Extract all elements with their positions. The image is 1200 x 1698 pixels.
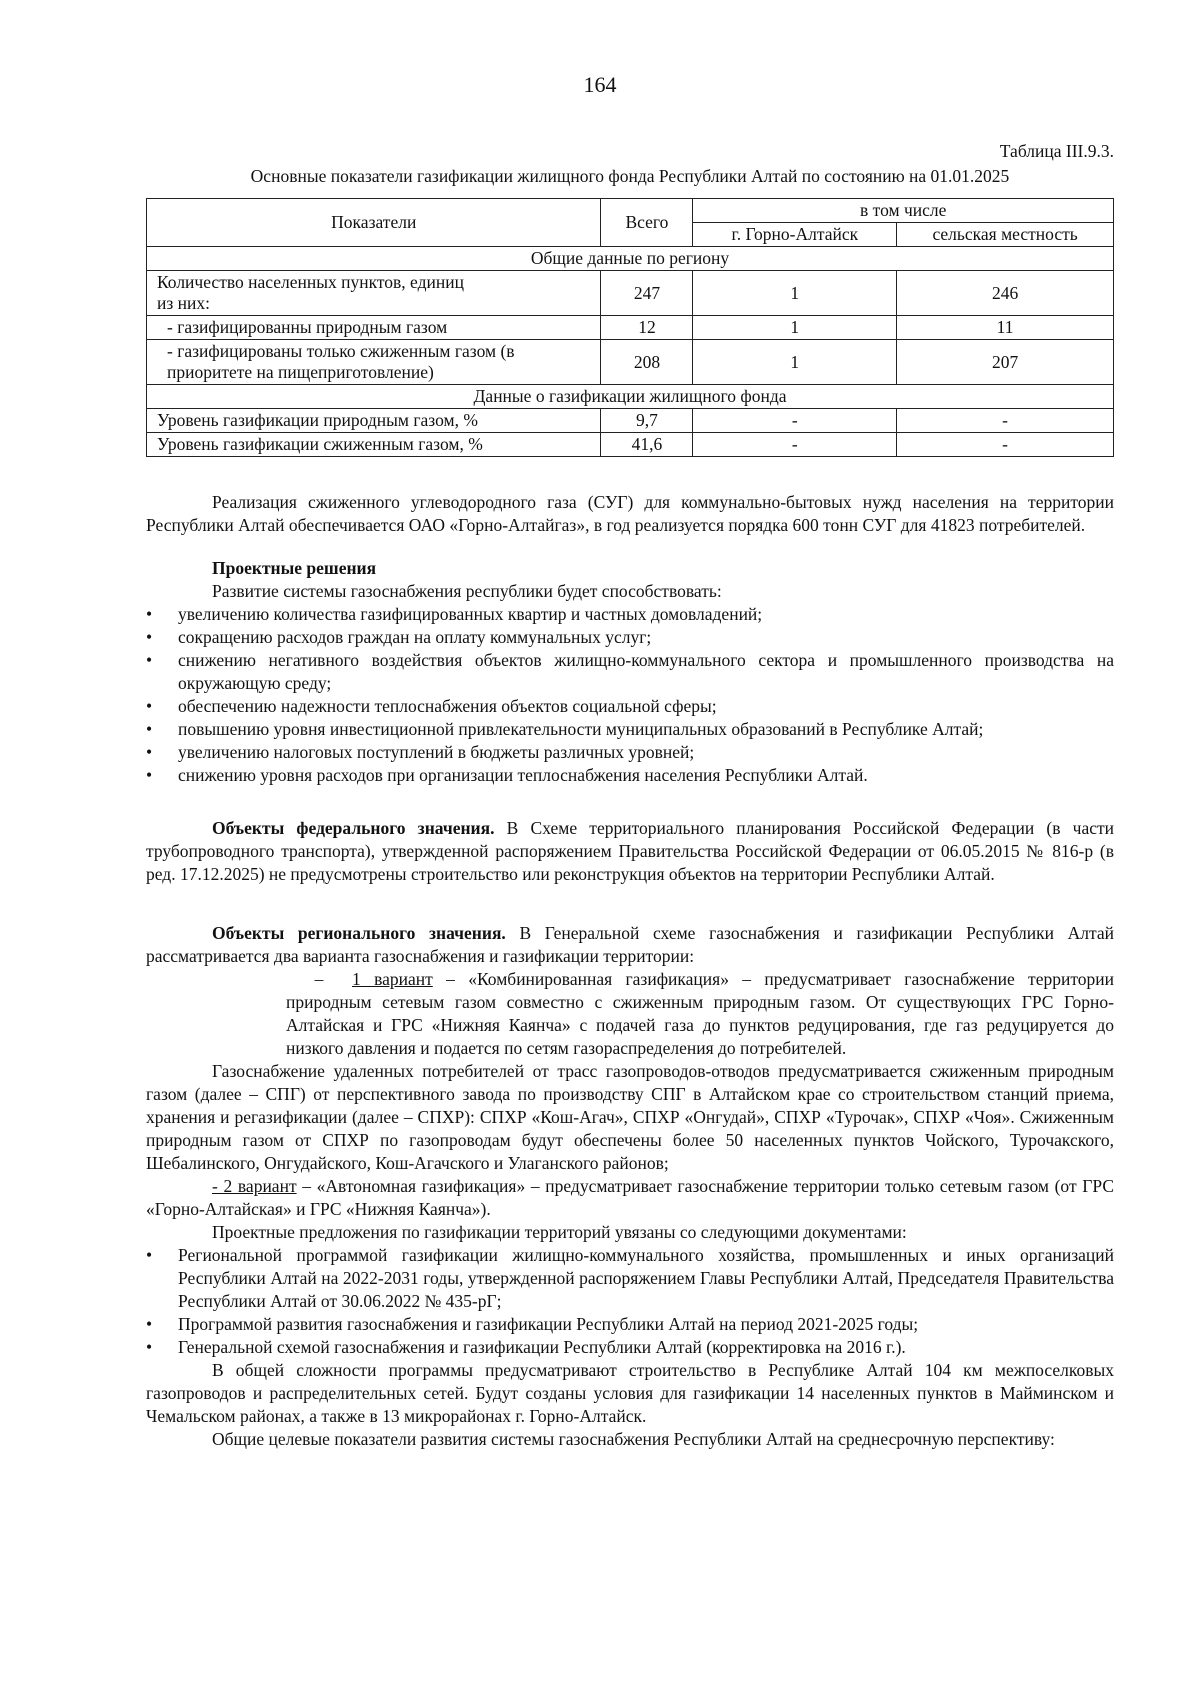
row-total: 247 [601,271,693,316]
paragraph-total: В общей сложности программы предусматривают строительство в Республике Алтай 104 км межпоселковых газопроводов и распределительных сетей. Будут созданы условия для газификации 14 населенных пунктов в Майминском и Чемальском районах, а также в 13 микрорайонах г. Горно-Алтайск. [146,1360,1114,1426]
table-label: Таблица III.9.3. [999,141,1114,161]
list-item: • обеспечению надежности теплоснабжения объектов социальной сферы; [146,696,717,716]
row-city: 1 [693,271,897,316]
projects-intro: Развитие системы газоснабжения республики будет способствовать: [212,581,722,601]
row-city: - [693,433,897,457]
table-row [147,409,1114,433]
paragraph-federal: Объекты федерального значения. В Схеме территориального планирования Российской Федерации (в части трубопроводного транспорта), утвержденной распоряжением Правительства Российской Федерации от 06.05.2015 № 816-р (в ред. 17.12.2025) не предусмотрены строительство или реконструкция объектов на территории Республики Алтай. [146,818,1114,884]
projects-heading: Проектные решения [212,558,377,578]
row-name: Уровень газификации природным газом, % [147,409,601,433]
bullet-icon: • [146,1337,153,1357]
list-item: • сокращению расходов граждан на оплату коммунальных услуг; [146,627,652,647]
federal-heading: Объекты федерального значения. [212,818,495,838]
bullet-icon: • [146,696,153,716]
bullet-icon: • [146,719,153,739]
row-rural: - [897,409,1114,433]
table-section-row [147,247,1114,271]
variant-1-dash: – [314,969,324,989]
list-item: • Региональной программой газификации жилищно-коммунального хозяйства, промышленных и иных организаций Республики Алтай на 2022-2031 годы, утвержденной распоряжением Главы Республики Алтай, Председателя Правительства Республики Алтай от 30.06.2022 № 435-рГ; [146,1245,1114,1311]
row-name: - газифицированы только сжиженным газом (в приоритете на пищеприготовление) [147,340,601,385]
row-rural: - [897,433,1114,457]
header-total: Всего [601,199,693,247]
row-city: 1 [693,340,897,385]
row-name: Количество населенных пунктов, единиц из них: [147,271,601,316]
header-including: в том числе [693,199,1114,223]
table-row [147,271,1114,316]
list-item: • снижению уровня расходов при организации теплоснабжения населения Республики Алтай. [146,765,868,785]
header-city: г. Горно-Алтайск [693,223,897,247]
table-row [147,316,1114,340]
paragraph-remote: Газоснабжение удаленных потребителей от трасс газопроводов-отводов предусматривается сжиженным природным газом (далее – СПГ) от перспективного завода по производству СПГ в Алтайском крае со строительством станций приема, хранения и регазификации (далее – СПХР): СПХР «Кош-Агач», СПХР «Онгудай», СПХР «Турочак», СПХР «Чоя». Сжиженным природным газом от СПХР по газопроводам будут обеспечены более 50 населенных пунктов Чойского, Турочакского, Шебалинского, Онгудайского, Кош-Агачского и Улаганского районов; [146,1061,1114,1173]
table-title: Основные показатели газификации жилищного фонда Республики Алтай по состоянию на 01.01.2025 [250,166,1010,186]
list-item: • повышению уровня инвестиционной привлекательности муниципальных образований в Республике Алтай; [146,719,984,739]
paragraph-regional: Объекты регионального значения. В Генеральной схеме газоснабжения и газификации Республики Алтай рассматривается два варианта газоснабжения и газификации территории: [146,923,1114,966]
list-item: • Генеральной схемой газоснабжения и газификации Республики Алтай (корректировка на 2016 г.). [146,1337,906,1357]
table-section-row [147,385,1114,409]
row-total: 9,7 [601,409,693,433]
list-item: • Программой развития газоснабжения и газификации Республики Алтай на период 2021-2025 годы; [146,1314,919,1334]
projects-list [146,603,1114,787]
row-city: 1 [693,316,897,340]
list-item: • снижению негативного воздействия объектов жилищно-коммунального сектора и промышленного производства на окружающую среду; [146,650,1114,693]
bullet-icon: • [146,604,153,624]
table-row [147,433,1114,457]
regional-heading: Объекты регионального значения. [212,923,506,943]
variant-1: – 1 вариант – «Комбинированная газификация» – предусматривает газоснабжение территории природным сетевым газом совместно с сжиженным природным газом. От существующих ГРС Горно-Алтайская и ГРС «Нижняя Каянча» с подачей газа до пунктов редуцирования, где газ редуцируется до низкого давления и подается по сетям газораспределения до потребителей. [286,969,1114,1058]
variant-1-label: 1 вариант [352,969,433,989]
bullet-icon: • [146,627,153,647]
table-row [147,340,1114,385]
gasification-table [146,198,1114,457]
row-name: - газифицированны природным газом [147,316,601,340]
bullet-icon: • [146,1245,153,1265]
row-total: 208 [601,340,693,385]
document-body [146,140,1114,1451]
variant-2: - 2 вариант – «Автономная газификация» – предусматривает газоснабжение территории только сетевым газом (от ГРС «Горно-Алтайская» и ГРС «Нижняя Каянча»). [146,1176,1114,1219]
docs-list [146,1244,1114,1359]
paragraph-sug: Реализация сжиженного углеводородного газа (СУГ) для коммунально-бытовых нужд населения на территории Республики Алтай обеспечивается ОАО «Горно-Алтайгаз», в год реализуется порядка 600 тонн СУГ для 41823 потребителей. [146,492,1114,535]
bullet-icon: • [146,650,153,670]
row-name: Уровень газификации сжиженным газом, % [147,433,601,457]
table-header-row [147,199,1114,223]
docs-intro: Проектные предложения по газификации территорий увязаны со следующими документами: [212,1222,907,1242]
row-total: 12 [601,316,693,340]
section-housing: Данные о газификации жилищного фонда [147,385,1114,409]
bullet-icon: • [146,765,153,785]
variant-2-label: - 2 вариант [212,1176,297,1196]
bullet-icon: • [146,1314,153,1334]
section-general: Общие данные по региону [147,247,1114,271]
header-rural: сельская местность [897,223,1114,247]
bullet-icon: • [146,742,153,762]
row-city: - [693,409,897,433]
row-rural: 246 [897,271,1114,316]
header-indicator: Показатели [147,199,601,247]
row-rural: 11 [897,316,1114,340]
list-item: • увеличению налоговых поступлений в бюджеты различных уровней; [146,742,695,762]
list-item: • увеличению количества газифицированных квартир и частных домовладений; [146,604,763,624]
row-total: 41,6 [601,433,693,457]
paragraph-targets: Общие целевые показатели развития системы газоснабжения Республики Алтай на среднесрочную перспективу: [212,1429,1055,1449]
row-rural: 207 [897,340,1114,385]
page-number: 164 [583,72,617,97]
